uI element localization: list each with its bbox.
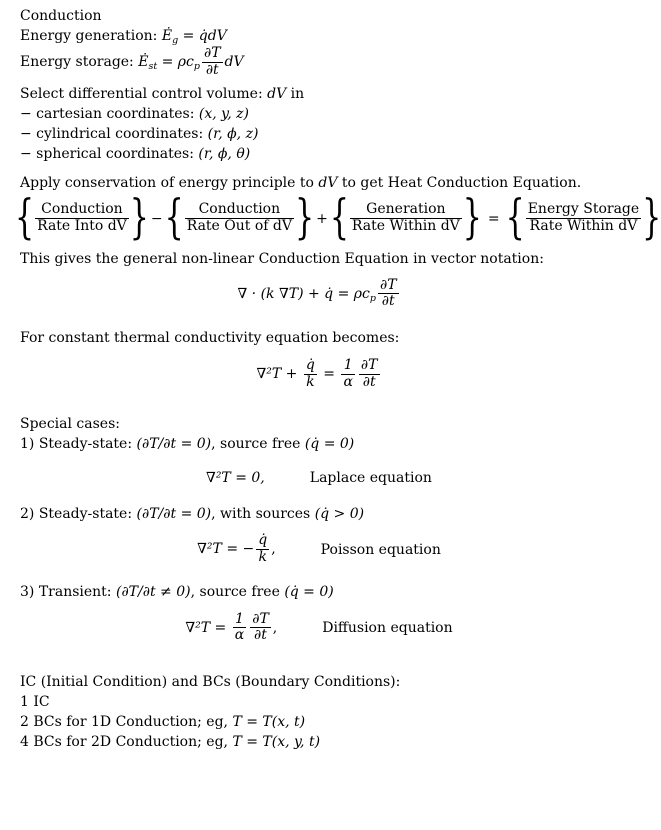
equals-operator: = [487, 210, 500, 227]
case2-label: 2) Steady-state: [20, 506, 137, 523]
spherical-coords: (r, ϕ, θ) [198, 146, 251, 163]
fraction-numerator: 1 [343, 357, 353, 374]
bc-2d-line [20, 732, 618, 752]
control-volume-intro [20, 84, 618, 104]
poisson-eq-lhs: ∇²T = − [197, 541, 255, 558]
case1-label-mid: , source free [211, 436, 305, 453]
case2-condition-1: (∂T/∂t = 0) [136, 506, 212, 523]
balance-term-generation [329, 190, 482, 245]
fraction-numerator: ∂T [203, 45, 221, 61]
qdot-over-k-fraction [256, 533, 269, 565]
equals-operator: = [318, 366, 340, 383]
dTdt-fraction [250, 612, 271, 644]
fraction-numerator: q̇ [305, 357, 315, 374]
close-brace-glyph: } [129, 190, 149, 245]
e-dot-st-symbol: Ė [138, 54, 149, 71]
fraction-denominator: k [256, 549, 269, 566]
diffusion-equation-line [20, 612, 618, 644]
constant-k-equation [20, 358, 618, 390]
constant-k-intro [20, 328, 618, 348]
laplace-equation-line [20, 470, 618, 486]
case2-label-mid: , with sources [211, 506, 315, 523]
term-fraction [526, 202, 641, 234]
cylindrical-coords: (r, ϕ, z) [207, 126, 259, 143]
one-over-alpha-fraction [341, 358, 354, 390]
energy-storage-label: Energy storage: [20, 54, 139, 71]
term-top: Conduction [41, 201, 123, 218]
spherical-label: spherical coordinates: [31, 146, 199, 163]
conditions-heading [20, 672, 618, 692]
term-bottom: Rate Out of dV [186, 218, 292, 235]
fraction-denominator: ∂t [378, 293, 399, 310]
case1-condition-1: (∂T/∂t = 0) [136, 436, 212, 453]
constant-k-intro-text: For constant thermal conductivity equation becomes: [20, 330, 400, 347]
dash-bullet: − [20, 146, 32, 163]
case2-condition-2: (q̇ > 0) [314, 506, 365, 523]
balance-term-storage [505, 190, 661, 245]
dV-symbol: dV [318, 175, 338, 192]
energy-balance-equation [15, 190, 661, 245]
open-brace-glyph: { [15, 190, 35, 245]
diffusion-eq-lhs: ∇²T = [185, 619, 231, 636]
fraction-denominator: ∂t [250, 627, 271, 644]
cartesian-label: cartesian coordinates: [31, 106, 199, 123]
conditions-heading-text: IC (Initial Condition) and BCs (Boundary Conditions): [20, 674, 401, 691]
cv-intro-text: Select differential control volume: [20, 86, 268, 103]
e-dot-st-subscript: st [148, 61, 158, 73]
vector-eq-lhs: ∇ · (k ∇T) + q̇ = ρc [237, 285, 370, 302]
case1-label: 1) Steady-state: [20, 436, 137, 453]
poisson-equation-name: Poisson equation [320, 541, 441, 558]
open-brace-glyph: { [505, 190, 525, 245]
fraction-denominator: ∂t [359, 374, 380, 391]
energy-generation-rhs: = q̇dV [178, 28, 227, 44]
fraction-denominator: α [343, 373, 353, 390]
conditions-section [20, 672, 618, 752]
control-volume-section [20, 84, 618, 164]
fraction-numerator: ∂T [360, 357, 378, 374]
dTdt-fraction [359, 358, 380, 390]
constk-eq-lhs: ∇²T + [256, 366, 302, 383]
close-brace-glyph: } [295, 190, 315, 245]
dash-bullet: − [20, 126, 32, 143]
fraction-numerator: ∂T [252, 610, 269, 627]
fraction-denominator: k [304, 374, 317, 391]
qdot-over-k-fraction [304, 358, 317, 390]
case3-label-mid: , source free [190, 583, 285, 600]
comma-glyph: , [271, 541, 276, 558]
open-brace-glyph: { [329, 190, 349, 245]
list-item-cylindrical [20, 124, 618, 144]
ic-count-text: 1 IC [20, 694, 50, 711]
special-cases-heading [20, 414, 618, 434]
plus-operator: + [316, 210, 328, 227]
close-brace-glyph: } [642, 190, 661, 245]
ic-count-line [20, 692, 618, 712]
term-fraction [185, 202, 294, 234]
term-fraction [35, 202, 129, 234]
comma-glyph: , [272, 619, 278, 636]
dV-symbol: dV [224, 54, 244, 71]
bc-2d-text: 4 BCs for 2D Conduction; eg, [20, 734, 233, 751]
poisson-equation-line [20, 533, 618, 565]
case1-label-line [20, 434, 618, 454]
case3-condition-1: (∂T/∂t ≠ 0) [115, 583, 191, 600]
dTdt-fraction [202, 46, 223, 78]
case3-label-line [20, 582, 618, 602]
term-bottom: Rate Within dV [351, 218, 460, 235]
case3-label: 3) Transient: [20, 583, 116, 600]
term-top: Energy Storage [527, 201, 640, 218]
bc-2d-math: T = T(x, y, t) [232, 734, 321, 751]
term-bottom: Rate Within dV [526, 218, 641, 235]
close-brace-glyph: } [462, 190, 482, 245]
energy-storage-mid: = ρc [157, 54, 194, 71]
laplace-equation-name: Laplace equation [309, 470, 432, 487]
dash-bullet: − [20, 106, 32, 123]
term-top: Generation [366, 201, 446, 218]
fraction-numerator: q̇ [258, 532, 268, 549]
list-item-cartesian [20, 104, 618, 124]
case1-condition-2: (q̇ = 0) [304, 436, 355, 453]
page-title [20, 6, 618, 26]
energy-storage-line [20, 46, 618, 78]
fraction-numerator: ∂T [379, 276, 397, 293]
balance-term-conduction-in [15, 190, 149, 245]
e-dot-g-subscript: g [172, 35, 179, 46]
balance-term-conduction-out [164, 190, 315, 245]
vector-equation-intro [20, 249, 618, 269]
bc-1d-line [20, 712, 618, 732]
list-item-spherical [20, 144, 618, 164]
dV-symbol: dV [267, 86, 287, 103]
open-brace-glyph: { [164, 190, 184, 245]
cv-intro-tail: in [286, 86, 305, 103]
cylindrical-label: cylindrical coordinates: [31, 126, 208, 143]
vector-intro-text: This gives the general non-linear Conduction Equation in vector notation: [20, 250, 544, 267]
diffusion-equation-name: Diffusion equation [322, 619, 453, 636]
minus-operator: − [150, 210, 163, 227]
case3-condition-2: (q̇ = 0) [284, 583, 334, 600]
term-fraction [350, 202, 462, 234]
special-cases-heading-text: Special cases: [20, 416, 120, 433]
bc-1d-text: 2 BCs for 1D Conduction; eg, [20, 714, 233, 731]
case2-label-line [20, 504, 618, 524]
special-cases-section [20, 414, 618, 454]
vector-conduction-equation [20, 278, 618, 310]
fraction-numerator: 1 [235, 610, 244, 627]
energy-generation-line [20, 26, 618, 46]
bc-1d-math: T = T(x, t) [232, 714, 306, 731]
conservation-intro-post: to get Heat Conduction Equation. [337, 175, 582, 192]
e-dot-g-symbol: Ė [161, 28, 173, 44]
fraction-denominator: ∂t [202, 62, 223, 79]
dTdt-fraction [378, 278, 399, 310]
cp-subscript: p [193, 61, 200, 73]
term-bottom: Rate Into dV [37, 218, 127, 235]
fraction-denominator: α [234, 627, 245, 644]
conservation-intro-line [20, 173, 618, 193]
laplace-equation: ∇²T = 0, [206, 470, 265, 487]
term-top: Conduction [198, 201, 281, 218]
one-over-alpha-fraction [233, 612, 246, 644]
energy-generation-label: Energy generation: [20, 28, 162, 44]
cp-subscript: p [369, 292, 376, 304]
conservation-intro-pre: Apply conservation of energy principle to [20, 175, 319, 192]
cartesian-coords: (x, y, z) [198, 106, 249, 123]
conduction-notes-page [15, 6, 661, 752]
title-text: Conduction [20, 8, 102, 24]
